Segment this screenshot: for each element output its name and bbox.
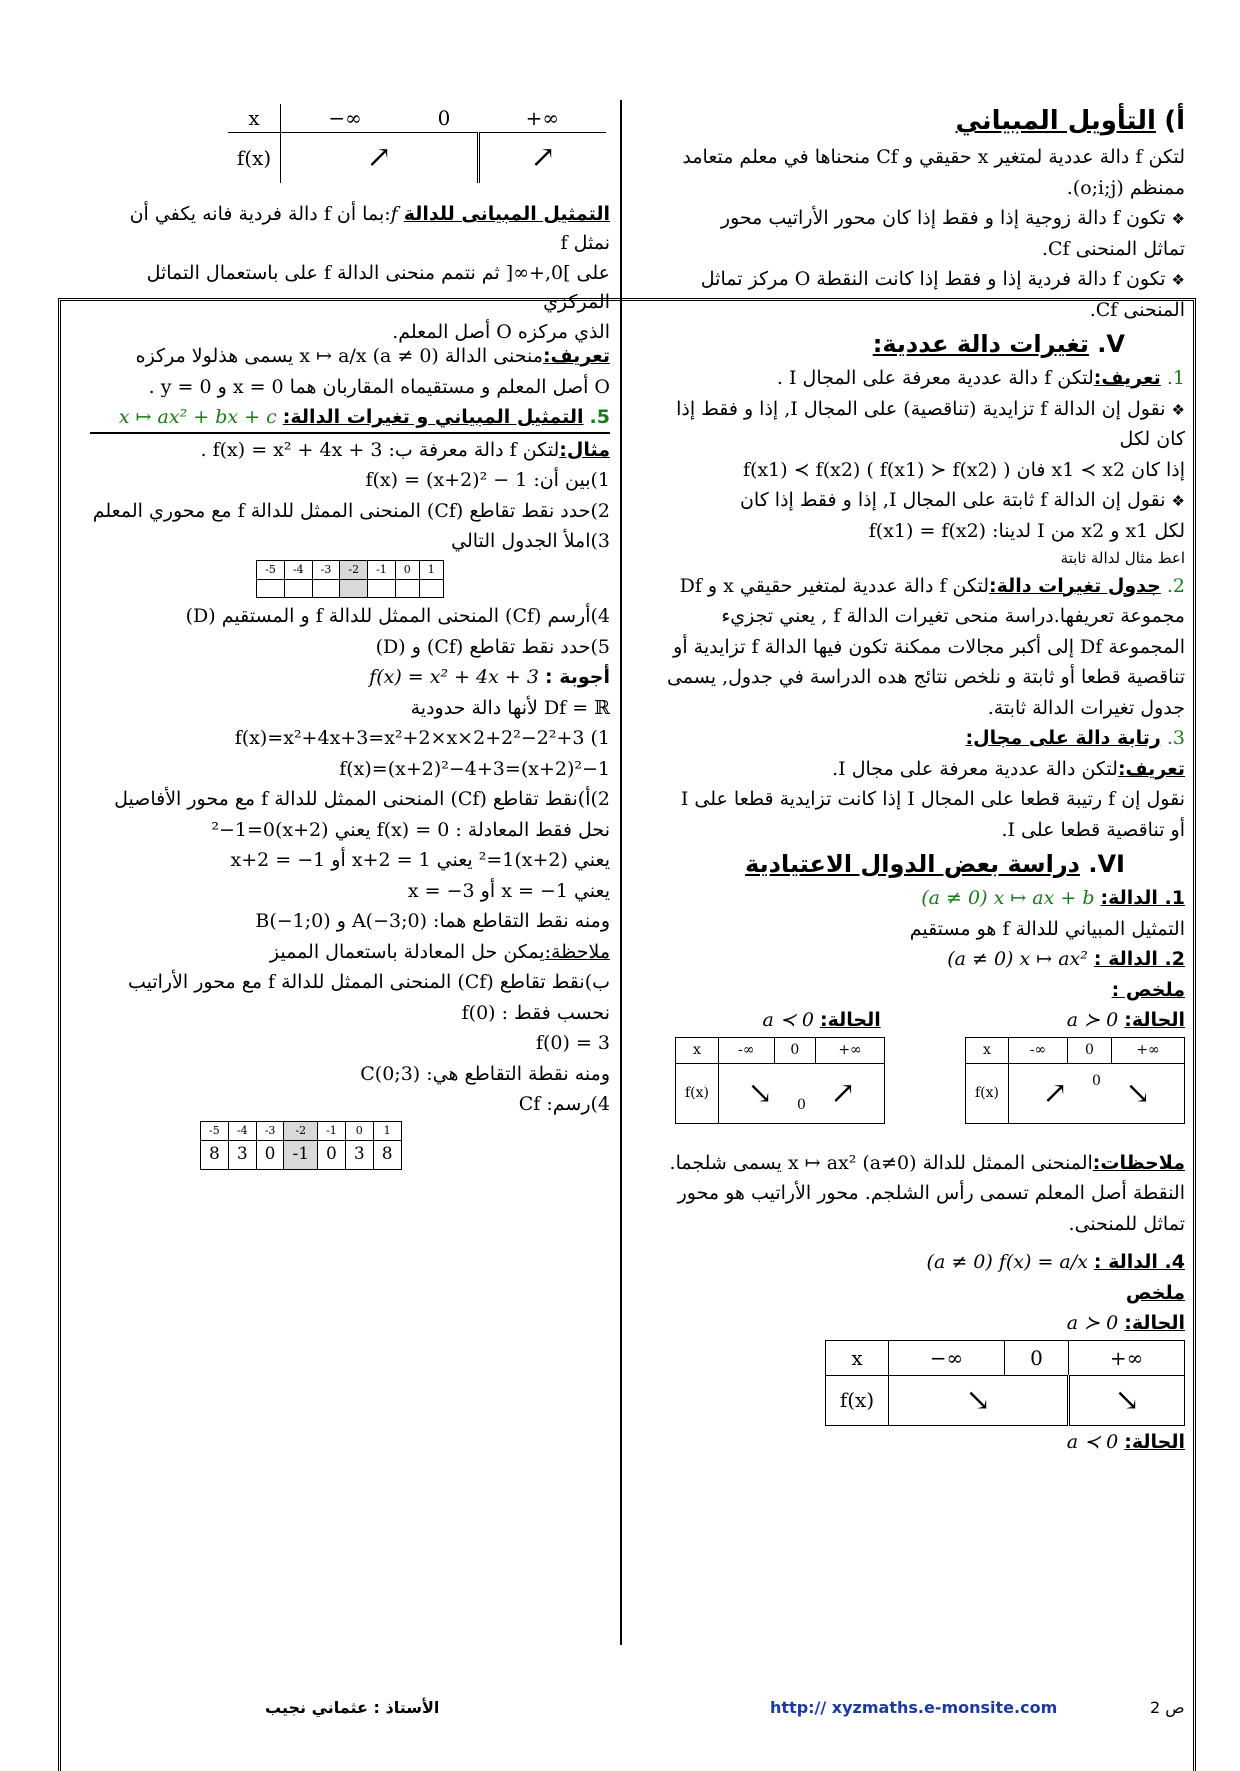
rep-text3: الذي مركزه O أصل المعلم.: [392, 321, 610, 343]
table-arrow-up-2: [479, 133, 606, 183]
a2: 2)أ)نقط تقاطع (Cf) المنحنى الممثل للدالة f مع محور الأفاصيل: [114, 788, 610, 810]
s3-text2: نقول إن f رتيبة قطعا على المجال I إذا كانت تزايدية قطعا على I: [680, 788, 1185, 810]
empty-table-x-cell: 1: [419, 560, 443, 580]
tbl-x: x: [676, 1037, 719, 1063]
f4-label: 4. الدالة :: [1093, 1251, 1185, 1273]
f4-expr: f(x) = a/x: [998, 1251, 1088, 1273]
s2-text5: جدول تغيرات الدالة ثابتة.: [987, 696, 1185, 719]
notes-text2: النقطة أصل المعلم تسمى رأس الشلجم. محور الأراتيب هو محور: [677, 1182, 1185, 1204]
s1-b2: نقول إن الدالة f ثابتة على المجال I, إذا و فقط إذا كان: [739, 489, 1166, 511]
footer-url[interactable]: http:// xyzmaths.e-monsite.com: [770, 1698, 1058, 1717]
top-variation-table: [228, 104, 606, 183]
value-table-x-cell: -1: [318, 1121, 346, 1141]
a-p2: ممنظم (o;i;j).: [1066, 176, 1185, 199]
case3-neg: a ≺ 0: [1066, 1430, 1119, 1453]
bullet-icon: ❖: [1171, 271, 1185, 289]
empty-table-y-cell: [312, 580, 340, 598]
s2-label: جدول تغيرات دالة:: [989, 574, 1161, 597]
arrow-down-right-icon: [1114, 1391, 1139, 1415]
s5-expr: x ↦ ax² + bx + c: [118, 406, 277, 428]
notes-text3: تماثل للمنحنى.: [1068, 1212, 1185, 1235]
case-neg: a ≺ 0: [762, 1009, 814, 1031]
table-a-pos: [965, 1037, 1185, 1124]
a-b2: تكون f دالة فردية إذا و فقط إذا كانت النقطة O مركز تماثل: [700, 268, 1166, 290]
empty-table-x-cell: -2: [340, 560, 368, 580]
table-x-label: x: [228, 104, 281, 133]
note-text: يمكن حل المعادلة باستعمال المميز: [269, 940, 545, 963]
parabola-tables: [650, 1037, 1185, 1147]
value-table-x-cell: -2: [284, 1121, 318, 1141]
b-text3: f(0) = 3: [535, 1032, 610, 1054]
empty-table-wrap: [90, 560, 610, 599]
right-column: [650, 100, 1185, 1458]
arrow-up-right-icon: [830, 1091, 855, 1107]
s2-text2: مجموعة تعريفها.دراسة منحى تغيرات الدالة f , يعني تجزيء: [721, 605, 1185, 627]
a2c: يعني (x+2)²=1 يعني x+2 = 1 أو x+2 = −1: [230, 849, 610, 871]
a-p1: لتكن f دالة عددية لمتغير x حقيقي و Cf منحناها في معلم متعامد: [682, 146, 1185, 168]
tbl-zero: 0: [1092, 1072, 1101, 1089]
s1-b1b: كان لكل: [1119, 428, 1185, 450]
s3-label: رتابة دالة على مجال:: [965, 727, 1161, 749]
s1-num: 1.: [1166, 367, 1185, 389]
a2e: ومنه نقط التقاطع هما: A(−3;0) و B(−1;0): [255, 910, 610, 932]
summary-label: ملخص :: [1111, 978, 1185, 1001]
value-table-y-cell: -1: [284, 1141, 318, 1170]
tbl-fx: f(x): [966, 1063, 1009, 1123]
bullet-icon: ❖: [1171, 492, 1185, 510]
b-text: ب)نقط تقاطع (Cf) المنحنى الممثل للدالة f مع محور الأراتيب: [127, 971, 610, 993]
empty-table-y-cell: [340, 580, 368, 598]
s1-note: اعط مثال لدالة ثابتة: [1060, 549, 1185, 567]
note-label: ملاحظة:: [544, 940, 610, 963]
tbl-zero: 0: [1067, 1037, 1111, 1063]
f4-cond: (a ≠ 0): [926, 1251, 993, 1273]
empty-table-x-cell: -1: [368, 560, 396, 580]
summary2-label: ملخص: [1125, 1281, 1185, 1304]
table-arrow-up-1: [281, 133, 479, 183]
value-table-y-cell: 8: [201, 1141, 229, 1170]
ex-text: لتكن f دالة معرفة ب: f(x) = x² + 4x + 3 .: [200, 438, 560, 461]
footer-page: ص 2: [1150, 1698, 1185, 1717]
s3-def: تعريف:: [1117, 757, 1185, 780]
draw: 4)رسم: Cf: [518, 1093, 610, 1115]
rep-text2: على ]0,+∞[ ثم نتمم منحنى الدالة f على باستعمال التماثل المركزي: [146, 262, 610, 313]
a1: f(x)=x²+4x+3=x²+2×x×2+2²−2²+3 (1: [234, 727, 610, 749]
case-pos: a ≻ 0: [1066, 1009, 1119, 1031]
case3-label: الحالة:: [1124, 1430, 1185, 1453]
arrow-up-right-icon: [366, 148, 391, 172]
f2-cond: (a ≠ 0): [947, 948, 1014, 970]
s1-b1: نقول إن الدالة f تزايدية (تناقصية) على المجال I, إذا و فقط إذا: [676, 397, 1166, 420]
ans-f: f(x) = x² + 4x + 3: [369, 666, 539, 688]
empty-table-y-cell: [419, 580, 443, 598]
case2-pos: a ≻ 0: [1066, 1312, 1119, 1334]
tbl-minf: -∞: [1009, 1037, 1068, 1063]
tbl-fx: f(x): [826, 1375, 889, 1425]
tbl-x: x: [826, 1340, 889, 1375]
value-table-x-cell: -3: [256, 1121, 284, 1141]
value-table-y-cell: 8: [373, 1141, 401, 1170]
tbl-fx: f(x): [676, 1063, 719, 1123]
f1-cond: (a ≠ 0): [921, 887, 988, 909]
empty-table-x-cell: 0: [395, 560, 419, 580]
a-b1b: تماثل المنحنى Cf.: [1041, 237, 1185, 260]
empty-table-y-cell: [257, 580, 285, 598]
ans-df: Df = ℝ لأنها دالة حدودية: [410, 696, 610, 719]
a-label: أ): [1164, 106, 1185, 136]
tbl-pinf: +∞: [816, 1037, 885, 1063]
f2-label: 2. الدالة :: [1093, 948, 1185, 970]
notes-label: ملاحظات:: [1092, 1151, 1185, 1174]
def-text2: O أصل المعلم و مستقيماه المقاربان هما x = 0 و y = 0 .: [148, 375, 610, 398]
f1-label: 1. الدالة:: [1100, 887, 1185, 909]
value-table-x-cell: -4: [228, 1121, 256, 1141]
rep-title: التمثيل المبيانى للدالة: [403, 203, 610, 225]
empty-table-x-cell: -5: [257, 560, 285, 580]
ans-label: أجوبة :: [545, 666, 610, 688]
a-b2b: المنحنى Cf.: [1089, 298, 1185, 321]
notes-text: المنحنى الممثل للدالة x ↦ ax² (a≠0) يسمى شلجما.: [669, 1151, 1093, 1174]
table-minus-inf: −∞: [281, 104, 410, 133]
value-table-wrap: [200, 1121, 610, 1170]
s1-text: لتكن f دالة عددية معرفة على المجال I .: [776, 367, 1094, 389]
table-zero: 0: [409, 104, 478, 133]
vi-title: دراسة بعض الدوال الاعتيادية: [745, 850, 1080, 878]
value-table-x-cell: 0: [345, 1121, 373, 1141]
s3-num: 3.: [1166, 727, 1185, 749]
s2-text: لتكن f دالة عددية لمتغير حقيقي x و Df: [679, 574, 990, 597]
q3: 3)املأ الجدول التالي: [451, 530, 610, 552]
value-table-x-cell: 1: [373, 1121, 401, 1141]
vi-num: VI.: [1088, 850, 1125, 878]
empty-table-x-cell: -4: [284, 560, 312, 580]
s3-text3: أو تناقصية قطعا على I.: [1001, 818, 1185, 841]
arrow-up-right-icon: [530, 148, 555, 172]
tbl-minf: −∞: [889, 1340, 1005, 1375]
case-label-neg: الحالة:: [820, 1009, 881, 1031]
value-table-y-cell: 3: [345, 1141, 373, 1170]
bullet-icon: ❖: [1171, 210, 1185, 228]
table-plus-inf: +∞: [479, 104, 606, 133]
def-label: تعريف:: [542, 345, 610, 367]
value-table-y-cell: 0: [256, 1141, 284, 1170]
arrow-down-right-icon: [965, 1391, 990, 1415]
s2-text4: تناقصية قطعا أو ثابتة و نلخص نتائج هده الدراسة في جدول, يسمى: [666, 666, 1185, 688]
tbl-minf: -∞: [719, 1037, 775, 1063]
a-b1: تكون f دالة زوجية إذا و فقط إذا كان محور الأراتيب محور: [720, 207, 1166, 229]
q5: 5)حدد نقط تقاطع (Cf) و (D): [375, 635, 610, 658]
v-num: V.: [1097, 330, 1125, 358]
f1-text: التمثيل المبياني للدالة f هو مستقيم: [909, 917, 1185, 940]
left-top-block: [90, 198, 610, 349]
empty-table-y-cell: [368, 580, 396, 598]
q4: 4)أرسم (Cf) المنحنى الممثل للدالة f و المستقيم (D): [185, 605, 610, 627]
case-label-pos: الحالة:: [1124, 1009, 1185, 1031]
s5-title: التمثيل المبياني و تغيرات الدالة:: [282, 406, 584, 428]
value-table-y-cell: 0: [318, 1141, 346, 1170]
q1: 1)بين أن: f(x) = (x+2)² − 1: [365, 469, 610, 491]
def-text: منحنى الدالة x ↦ a/x (a ≠ 0) يسمى هذلولا مركزه: [135, 345, 543, 367]
table-hyperbola: [825, 1340, 1185, 1426]
a2b: نحل فقط المعادلة : f(x) = 0 يعني (x+2)²−1=0: [211, 818, 610, 841]
column-divider: [620, 100, 622, 1645]
bullet-icon: ❖: [1171, 400, 1185, 419]
value-table: [200, 1121, 402, 1170]
empty-table-y-cell: [284, 580, 312, 598]
b-text2: نحسب فقط : f(0): [461, 1001, 610, 1024]
s5-num: 5.: [589, 406, 610, 428]
value-table-y-cell: 3: [228, 1141, 256, 1170]
s3-text: لتكن دالة عددية معرفة على مجال I.: [832, 757, 1118, 780]
table-a-neg: [675, 1037, 885, 1124]
v-title: تغيرات دالة عددية:: [872, 330, 1089, 358]
tbl-pinf: +∞: [1069, 1340, 1185, 1375]
empty-table-y-cell: [395, 580, 419, 598]
left-column: [90, 340, 610, 1170]
rep-f: f: [390, 203, 398, 225]
f1-expr: x ↦ ax + b: [993, 887, 1095, 909]
rep-text: :بما أن f دالة فردية فانه يكفي أن نمثل f: [129, 203, 610, 254]
table-fx-label: f(x): [228, 133, 281, 183]
tbl-zero: 0: [1004, 1340, 1068, 1375]
a-title: التأويل المبياني: [955, 106, 1156, 136]
footer-author: الأستاذ : عثماني نجيب: [265, 1698, 440, 1717]
case2-label: الحالة:: [1124, 1312, 1185, 1334]
tbl-pinf: +∞: [1111, 1037, 1184, 1063]
f2-expr: x ↦ ax²: [1019, 948, 1088, 970]
tbl-zero: 0: [797, 1096, 806, 1113]
empty-table-x-cell: -3: [312, 560, 340, 580]
value-table-x-cell: -5: [201, 1121, 229, 1141]
s1-label: تعريف:: [1093, 367, 1161, 389]
a1b: f(x)=(x+2)²−4+3=(x+2)²−1: [339, 757, 610, 780]
b-text4: ومنه نقطة التقاطع هي: C(0;3): [360, 1062, 610, 1085]
ex-label: مثال:: [559, 438, 610, 461]
s1-b2b: لكل x1 و x2 من I لدينا: f(x1) = f(x2): [868, 519, 1185, 542]
arrow-down-right-icon: [1125, 1091, 1150, 1107]
s2-text3: المجموعة Df إلى أكبر مجالات ممكنة تكون فيها الدالة f تزايدية أو: [673, 635, 1185, 658]
q2: 2)حدد نقط تقاطع (Cf) المنحنى الممثل للدالة f مع محوري المعلم: [92, 499, 610, 522]
s1-b1c: إذا كان x1 ≺ x2 فان f(x1) ≺ f(x2) ( f(x1) ≻ f(x2) ): [743, 458, 1185, 481]
tbl-zero: 0: [774, 1037, 815, 1063]
s2-num: 2.: [1166, 574, 1185, 597]
arrow-down-right-icon: [747, 1091, 772, 1107]
a2d: يعني x = −1 أو x = −3: [407, 879, 610, 902]
empty-value-table: [256, 560, 444, 599]
tbl-x: x: [966, 1037, 1009, 1063]
arrow-up-right-icon: [1042, 1091, 1067, 1107]
